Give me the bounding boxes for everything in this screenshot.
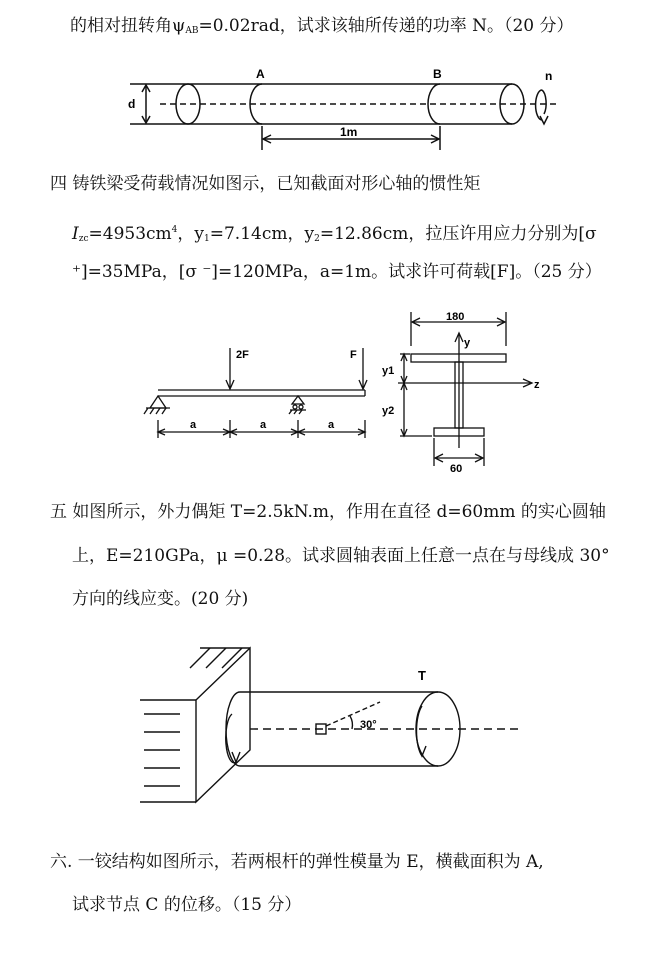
dim-y1: y1 — [382, 365, 395, 377]
dim-60: 60 — [450, 463, 463, 475]
q4-line2: $I_{zc}=4953cm^4$，$y_1=7.14cm$，$y_2=12.86cm$，拉压许用应力分别为[σ — [72, 224, 597, 244]
label-A: A — [256, 67, 265, 81]
label-B: B — [433, 67, 442, 81]
q5-line3: 方向的线应变。(20 分) — [72, 589, 249, 609]
beam-figure — [140, 338, 380, 448]
label-d: d — [128, 97, 136, 111]
label-T: T — [418, 668, 426, 683]
dim-a-3: a — [328, 419, 335, 431]
q4-line1: 四 铸铁梁受荷载情况如图示，已知截面对形心轴的惯性矩 — [50, 174, 481, 194]
q6-line1: 六. 一铰结构如图所示，若两根杆的弹性模量为 E，横截面积为 A, — [50, 852, 544, 872]
q5-line2: 上，E=210GPa，μ =0.28。试求圆轴表面上任意一点在与母线成 30° — [72, 546, 610, 566]
q4-line3: ⁺]=35MPa，[σ ⁻]=120MPa，a=1m。试求许可荷载[F]。（25 分） — [72, 262, 602, 282]
dim-180: 180 — [446, 311, 465, 323]
dim-a-2: a — [260, 419, 267, 431]
dim-a-1: a — [190, 419, 197, 431]
torsion-figure — [140, 640, 530, 810]
q5-line1: 五 如图所示，外力偶矩 T=2.5kN.m，作用在直径 d=60mm 的实心圆轴 — [50, 502, 606, 522]
q6-line2: 试求节点 C 的位移。（15 分） — [72, 895, 302, 915]
label-n: n — [545, 69, 553, 83]
shaft-figure — [120, 62, 570, 152]
load-2F: 2F — [236, 349, 249, 361]
label-30deg: 30° — [360, 719, 377, 731]
axis-z-label: z — [534, 379, 540, 391]
load-F: F — [350, 349, 357, 361]
section-figure — [376, 308, 556, 478]
dim-y2: y2 — [382, 405, 395, 417]
label-1m: 1m — [340, 125, 358, 139]
q3-text: 的相对扭转角$\psi_{AB}=0.02rad$，试求该轴所传递的功率 N。（20 分） — [70, 16, 574, 36]
axis-y-label: y — [464, 337, 471, 349]
